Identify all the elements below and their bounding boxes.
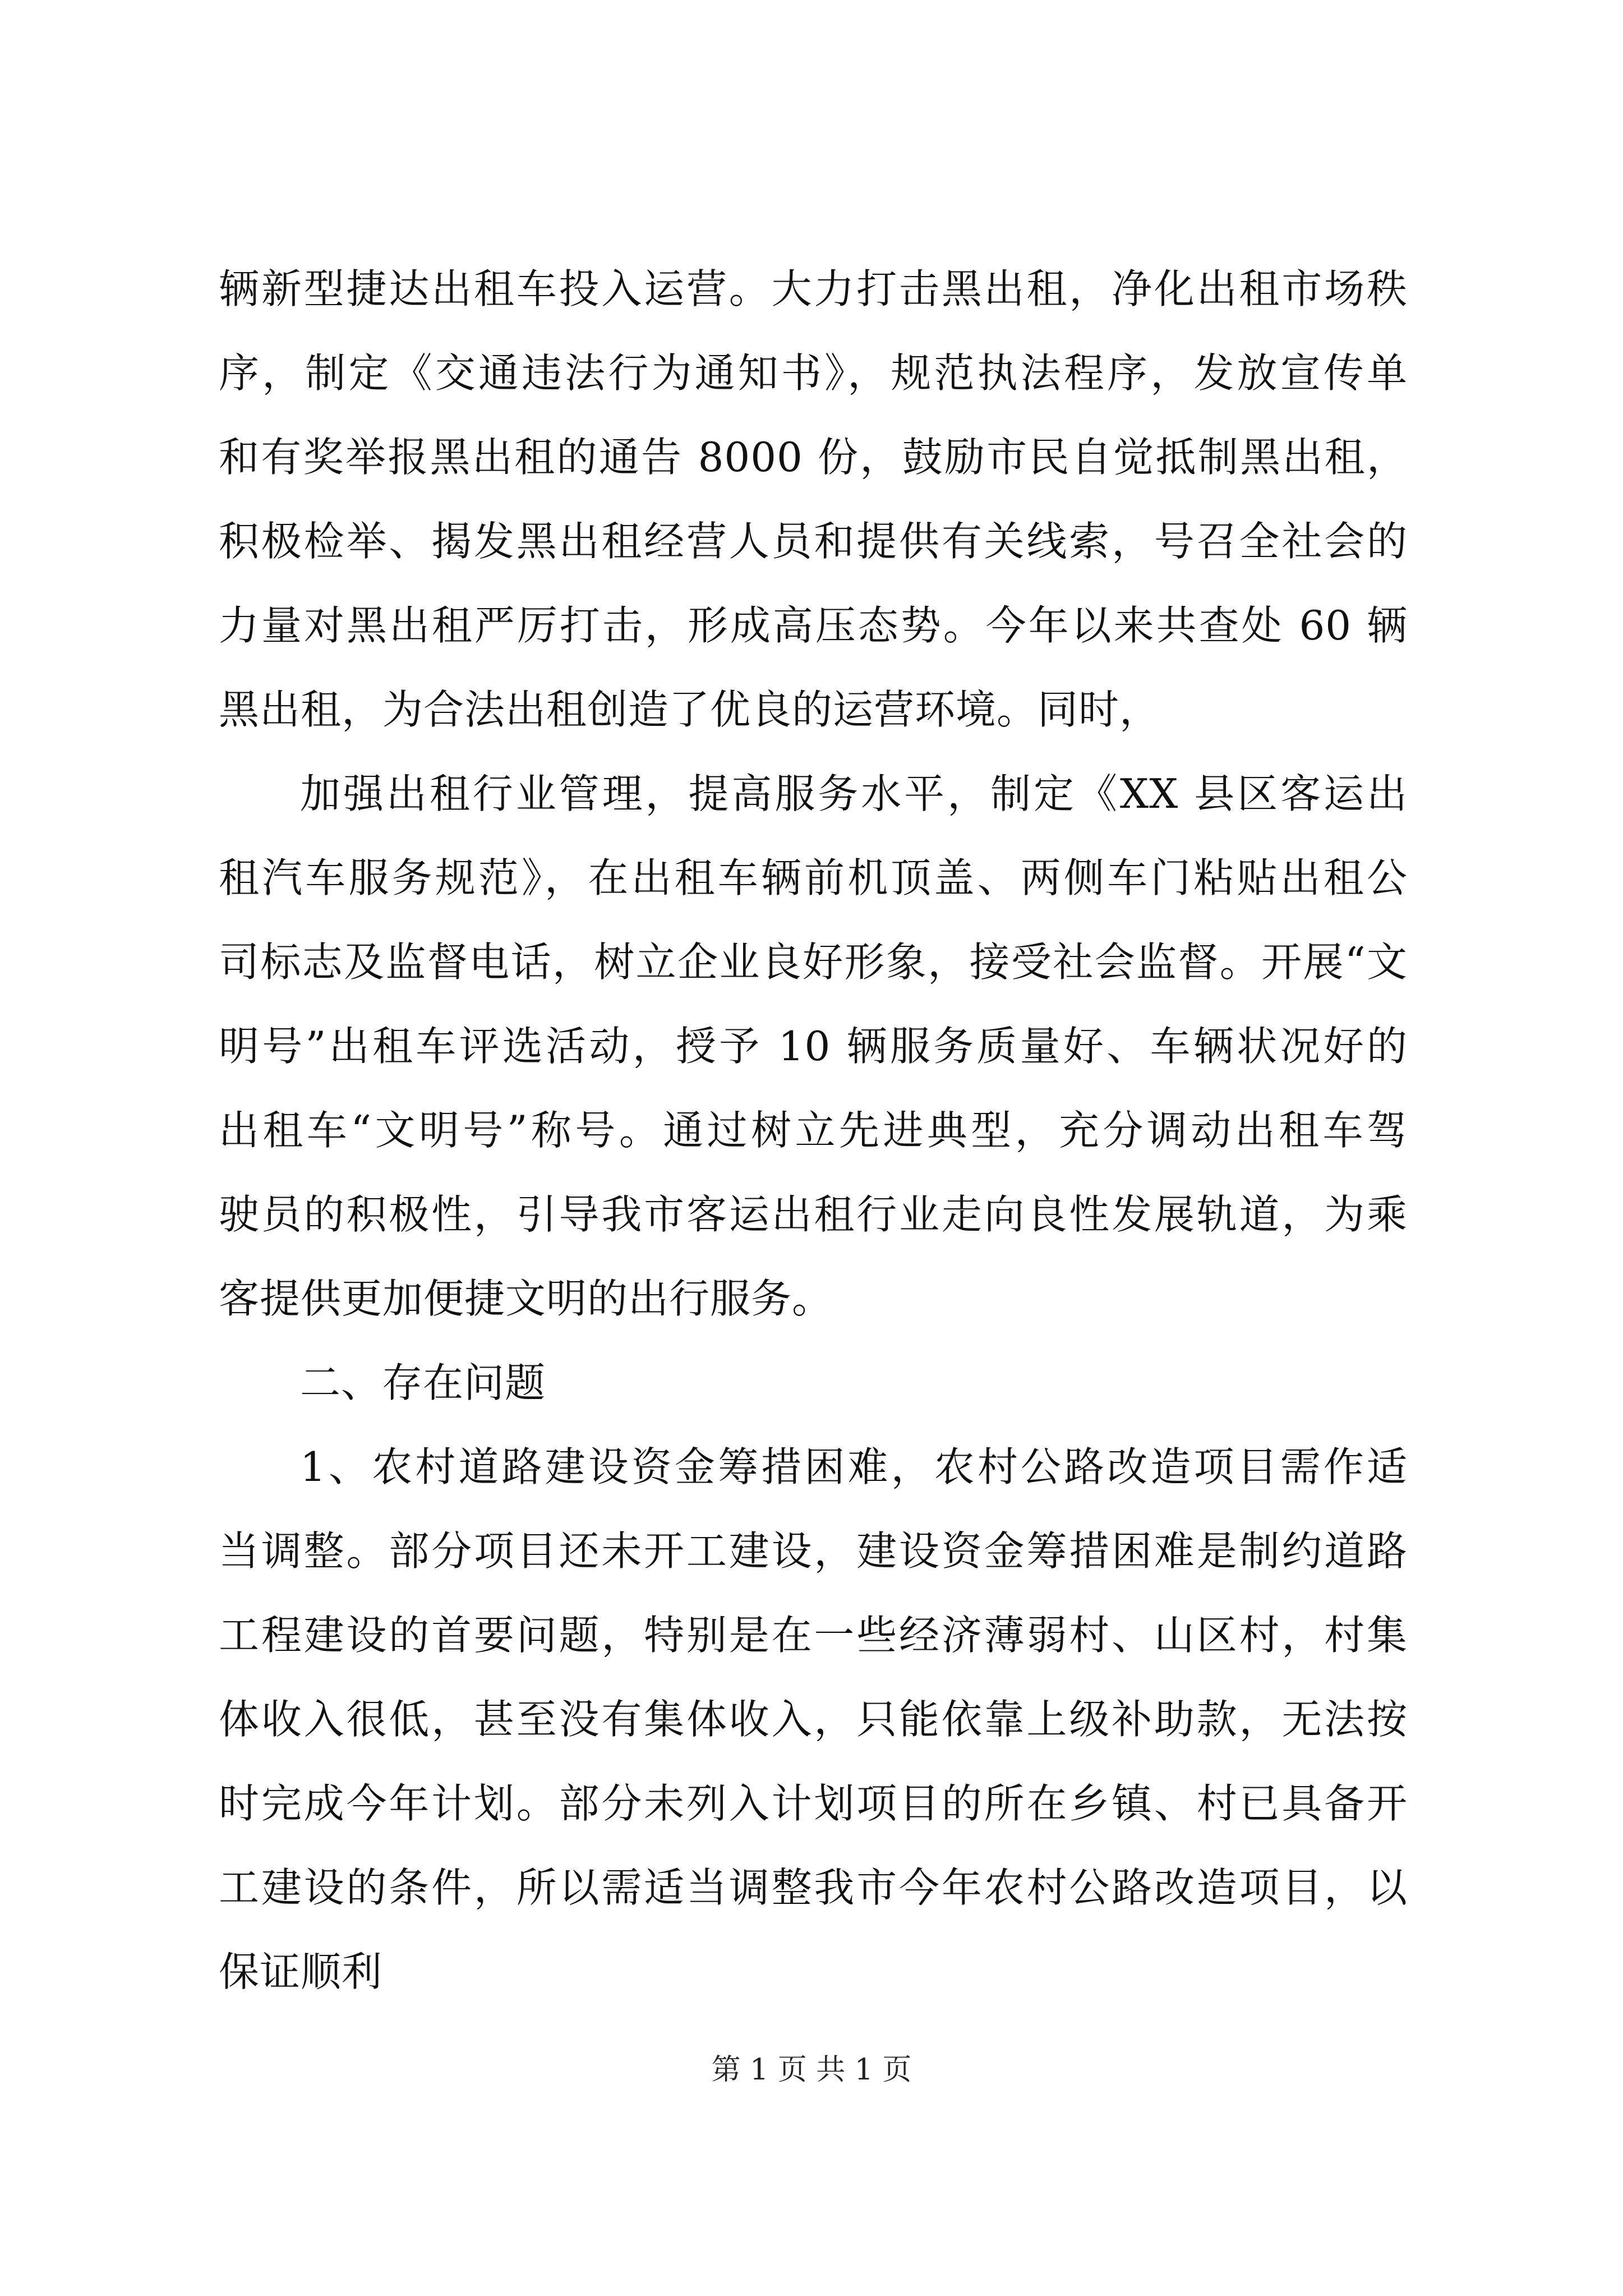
paragraph-line: 明号”出租车评选活动，授予 10 辆服务质量好、车辆状况好的 [219, 1023, 1408, 1070]
paragraph-line: 体收入很低，甚至没有集体收入，只能依靠上级补助款，无法按 [219, 1696, 1408, 1743]
paragraph-line: 工建设的条件，所以需适当调整我市今年农村公路改造项目，以 [219, 1864, 1408, 1911]
paragraph-line: 力量对黑出租严厉打击，形成高压态势。今年以来共查处 60 辆 [219, 602, 1408, 649]
paragraph-line: 序，制定《交通违法行为通知书》，规范执法程序，发放宣传单 [219, 349, 1408, 397]
paragraph-line: 客提供更加便捷文明的出行服务。 [219, 1275, 833, 1322]
section-heading: 二、存在问题 [300, 1359, 546, 1406]
paragraph-line: 加强出租行业管理，提高服务水平，制定《XX 县区客运出 [300, 770, 1408, 817]
paragraph-line: 工程建设的首要问题，特别是在一些经济薄弱村、山区村，村集 [219, 1612, 1408, 1659]
paragraph-line: 时完成今年计划。部分未列入计划项目的所在乡镇、村已具备开 [219, 1780, 1408, 1827]
paragraph-line: 积极检举、揭发黑出租经营人员和提供有关线索，号召全社会的 [219, 518, 1408, 565]
paragraph-line: 1、农村道路建设资金筹措困难，农村公路改造项目需作适 [300, 1443, 1408, 1490]
page-footer: 第 1 页 共 1 页 [711, 2053, 912, 2087]
paragraph-line: 辆新型捷达出租车投入运营。大力打击黑出租，净化出租市场秩 [219, 265, 1408, 312]
paragraph-line: 黑出租，为合法出租创造了优良的运营环境。同时， [219, 686, 1161, 733]
paragraph-line: 和有奖举报黑出租的通告 8000 份，鼓励市民自觉抵制黑出租， [219, 434, 1408, 481]
paragraph-line: 当调整。部分项目还未开工建设，建设资金筹措困难是制约道路 [219, 1527, 1408, 1575]
paragraph-line: 司标志及监督电话，树立企业良好形象，接受社会监督。开展“文 [219, 938, 1408, 986]
paragraph-line: 租汽车服务规范》，在出租车辆前机顶盖、两侧车门粘贴出租公 [219, 854, 1408, 901]
paragraph-line: 出租车“文明号”称号。通过树立先进典型，充分调动出租车驾 [219, 1107, 1408, 1154]
paragraph-line: 驶员的积极性，引导我市客运出租行业走向良性发展轨道，为乘 [219, 1191, 1408, 1238]
paragraph-line: 保证顺利 [219, 1948, 383, 1995]
